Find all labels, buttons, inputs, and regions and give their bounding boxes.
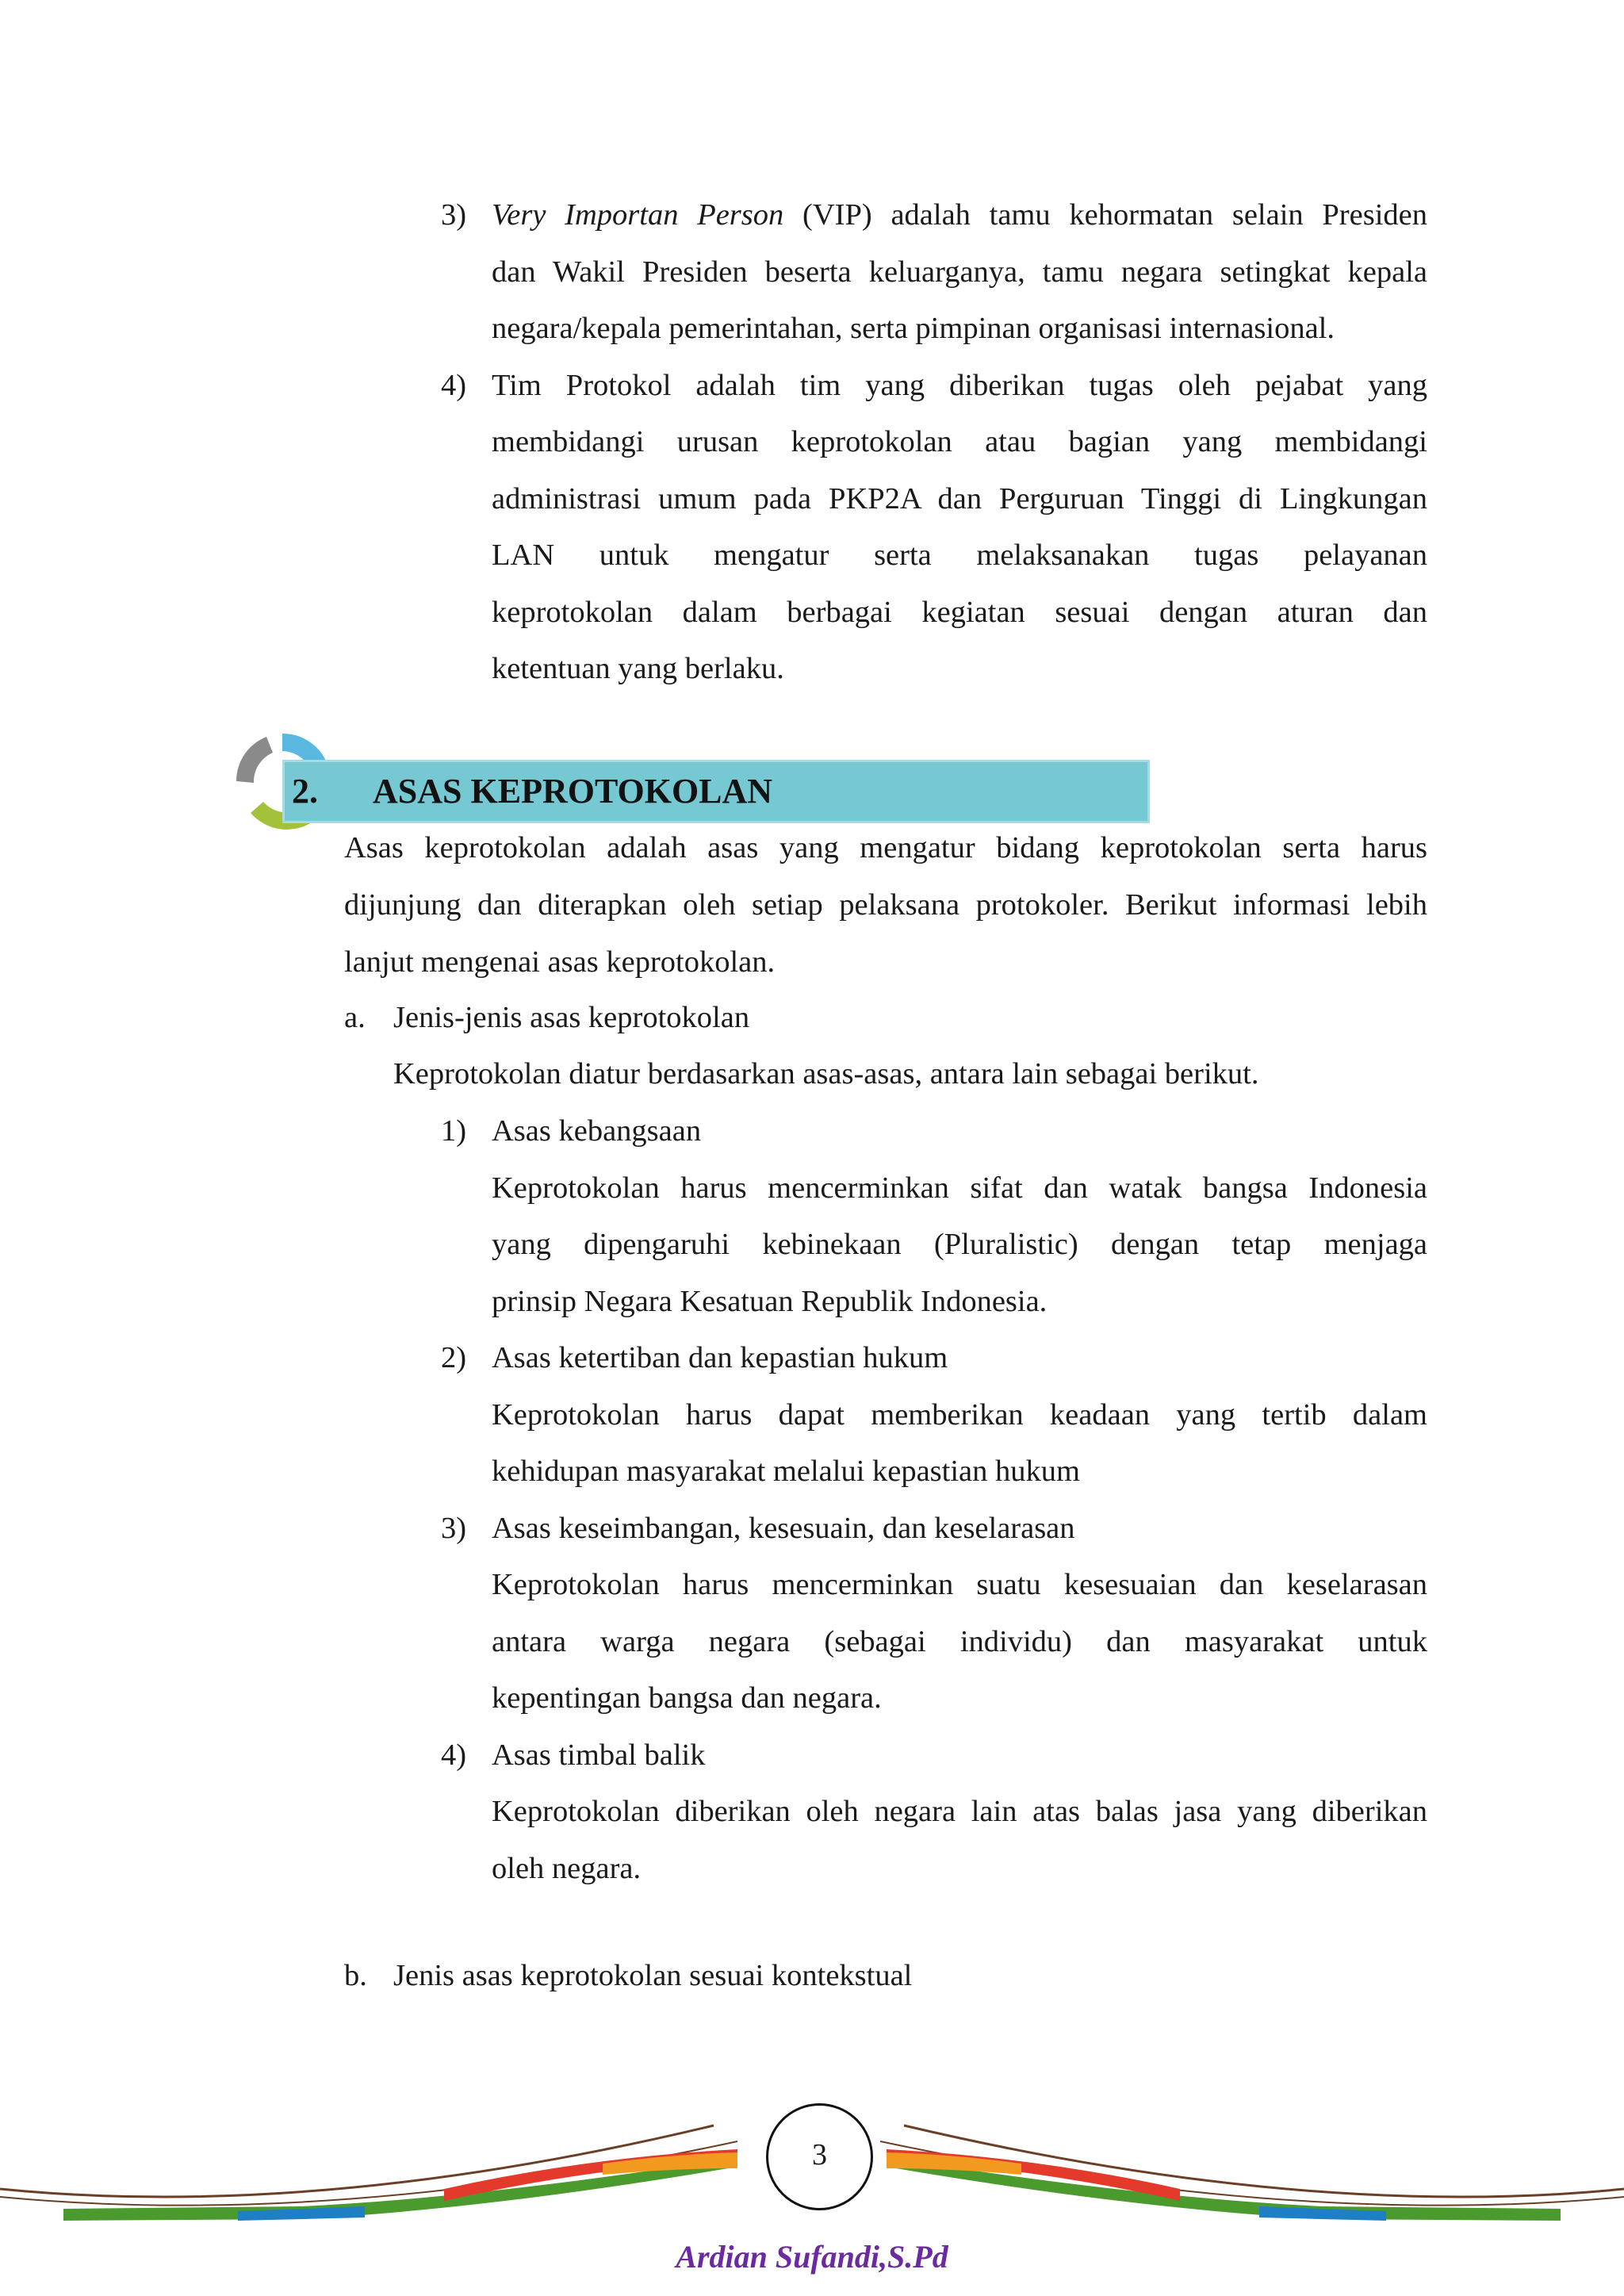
list-line: Tim Protokol adalah tim yang diberikan tugas oleh pejabat yang <box>492 368 1427 402</box>
list-line-segment: Very Importan Person <box>492 198 784 232</box>
list-item-title: Asas timbal balik <box>492 1738 706 1772</box>
list-item-desc-line: Keprotokolan diberikan oleh negara lain atas balas jasa yang diberikan <box>492 1795 1427 1828</box>
intro-line: lanjut mengenai asas keprotokolan. <box>344 945 776 979</box>
list-item-desc-line: Keprotokolan harus mencerminkan suatu kesesuaian dan keselarasan <box>492 1568 1427 1601</box>
list-line: keprotokolan dalam berbagai kegiatan sesuai dengan aturan dan <box>492 595 1427 629</box>
list-item-desc-line: oleh negara. <box>492 1851 642 1885</box>
list-item-title: Asas keseimbangan, kesesuain, dan keselarasan <box>492 1511 1075 1545</box>
list-line: LAN untuk mengatur serta melaksanakan tugas pelayanan <box>492 539 1427 572</box>
list-item-desc-line: antara warga negara (sebagai individu) dan masyarakat untuk <box>492 1624 1427 1658</box>
list-item-desc-line: kehidupan masyarakat melalui kepastian hukum <box>492 1455 1080 1488</box>
list-line <box>492 186 1427 243</box>
page-number: 3 <box>766 2103 873 2210</box>
list-line: negara/kepala pemerintahan, serta pimpinan organisasi internasional. <box>492 312 1335 345</box>
list-line-segment: (VIP) adalah tamu kehormatan selain Presiden <box>783 198 1427 232</box>
author-name: Ardian Sufandi,S.Pd <box>676 2239 948 2275</box>
list-item-title: Asas ketertiban dan kepastian hukum <box>492 1341 948 1374</box>
list-line: membidangi urusan keprotokolan atau bagian yang membidangi <box>492 425 1427 458</box>
list-item-desc-line: kepentingan bangsa dan negara. <box>492 1681 882 1715</box>
list-item-desc-line: yang dipengaruhi kebinekaan (Pluralistic) dengan tetap menjaga <box>492 1228 1427 1261</box>
sub-a-lead: Keprotokolan diatur berdasarkan asas-asas, antara lain sebagai berikut. <box>393 1057 1259 1091</box>
intro-line: dijunjung dan diterapkan oleh setiap pelaksana protokoler. Berikut informasi lebih <box>344 888 1427 922</box>
list-item-desc-line: prinsip Negara Kesatuan Republik Indonesia. <box>492 1284 1048 1318</box>
list-number: 3) <box>441 1511 467 1545</box>
list-item-title: Asas kebangsaan <box>492 1114 702 1148</box>
intro-line: Asas keprotokolan adalah asas yang mengatur bidang keprotokolan serta harus <box>344 831 1427 864</box>
list-line: administrasi umum pada PKP2A dan Perguruan Tinggi di Lingkungan <box>492 481 1427 516</box>
list-number: 4) <box>441 368 467 402</box>
list-item-desc-line: Keprotokolan harus mencerminkan sifat dan watak bangsa Indonesia <box>492 1171 1427 1205</box>
list-line: dan Wakil Presiden beserta keluarganya, tamu negara setingkat kepala <box>492 255 1427 289</box>
section-number: 2. <box>292 772 318 811</box>
list-number: 2) <box>441 1341 467 1374</box>
sub-b-label: b. <box>344 1959 367 1992</box>
section-title: ASAS KEPROTOKOLAN <box>373 772 773 811</box>
sub-a-label: a. <box>344 1001 366 1034</box>
list-number: 4) <box>441 1738 467 1772</box>
list-number: 1) <box>441 1114 467 1148</box>
list-number: 3) <box>441 198 467 232</box>
sub-a-title: Jenis-jenis asas keprotokolan <box>393 1001 750 1034</box>
list-item-desc-line: Keprotokolan harus dapat memberikan keadaan yang tertib dalam <box>492 1397 1427 1432</box>
list-line: ketentuan yang berlaku. <box>492 652 784 685</box>
sub-b-title: Jenis asas keprotokolan sesuai kontekstual <box>393 1959 913 1992</box>
